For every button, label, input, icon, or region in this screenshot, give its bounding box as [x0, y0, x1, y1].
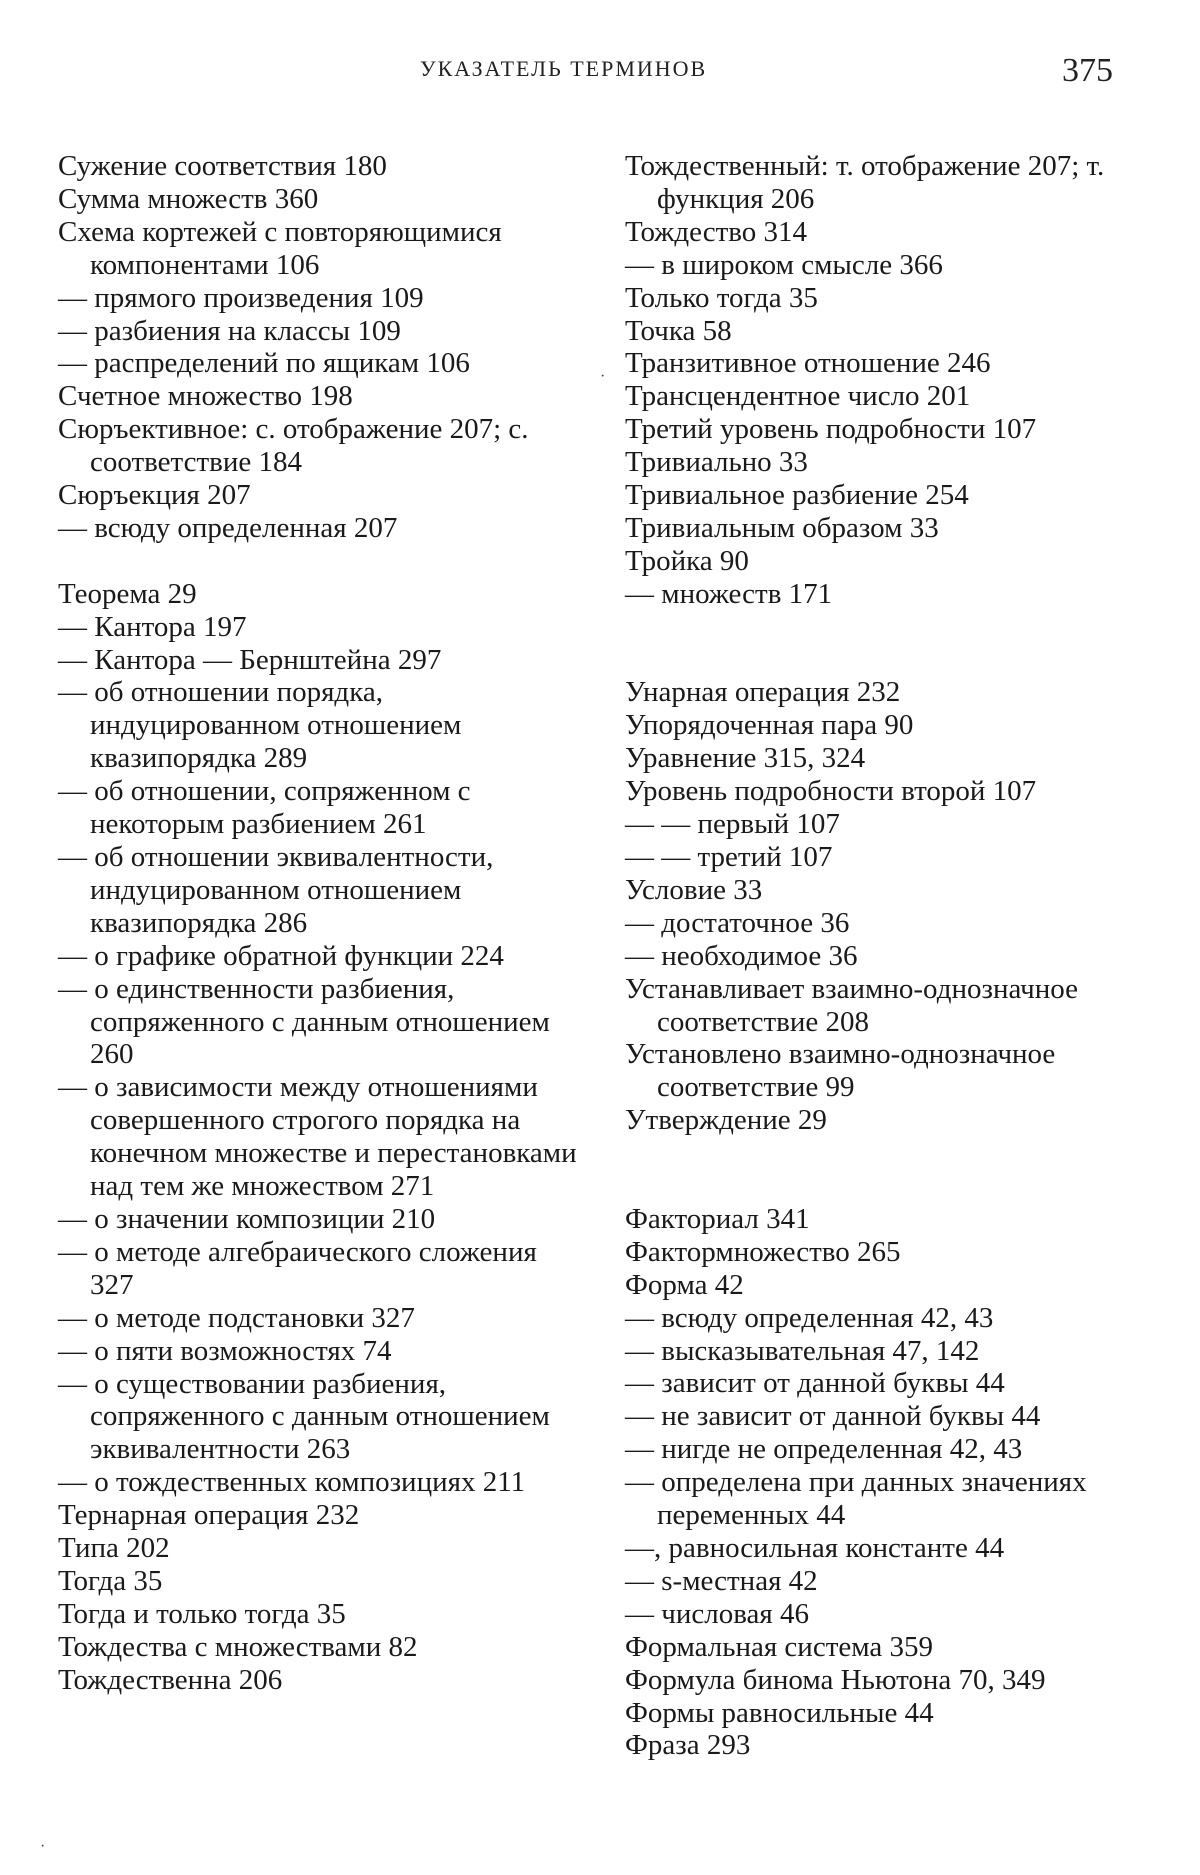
index-entry: — Кантора — Бернштейна 297: [58, 643, 442, 676]
index-entry: Тождественна 206: [58, 1663, 283, 1696]
index-entry: Тогда и только тогда 35: [58, 1597, 346, 1630]
index-entry: — об отношении эквивалентности, индуцированном отношением квазипорядка 286: [58, 841, 494, 939]
index-entry: — об отношении, сопряженном с некоторым разбиением 261: [58, 775, 471, 841]
index-entry: Тождественный: т. отображение 207; т. функция 206: [625, 150, 1105, 215]
index-entry: Сужение соответствия 180: [58, 150, 387, 182]
page-number: 375: [1062, 52, 1113, 89]
index-entry: — в широком смысле 366: [625, 248, 943, 281]
index-entry: — нигде не определенная 42, 43: [625, 1433, 1023, 1466]
section-gap: [58, 545, 580, 578]
index-column-right: [625, 150, 1155, 1762]
index-entry: — достаточное 36: [625, 906, 850, 939]
index-entry: Тогда 35: [58, 1564, 163, 1597]
index-entry: Счетное множество 198: [58, 380, 353, 413]
index-entry: Сюръекция 207: [58, 479, 251, 512]
index-entry: Утверждение 29: [625, 1104, 827, 1137]
index-entry: — определена при данных значениях переменных 44: [625, 1466, 1087, 1532]
index-entry: — необходимое 36: [625, 939, 858, 972]
index-entry: — о пяти возможностях 74: [58, 1334, 392, 1367]
index-entry: Формальная система 359: [625, 1630, 934, 1663]
index-entry: Тривиально 33: [625, 446, 808, 479]
index-entry: Формула бинома Ньютона 70, 349: [625, 1663, 1046, 1696]
section-gap: [625, 1137, 1155, 1170]
section-gap: [625, 644, 1155, 677]
index-entry: Типа 202: [58, 1532, 170, 1565]
index-entry: Тривиальным образом 33: [625, 511, 939, 544]
index-entry: — — третий 107: [625, 841, 833, 873]
index-entry: Тождества с множествами 82: [58, 1630, 418, 1663]
index-entry: Сумма множеств 360: [58, 182, 319, 215]
index-entry: — всюду определенная 42, 43: [625, 1301, 994, 1334]
index-entry: — Кантора 197: [58, 610, 247, 643]
index-entry: Фраза 293: [625, 1729, 751, 1762]
index-entry: — множеств 171: [625, 577, 833, 610]
index-entry: Устанавливает взаимно-однозначное соответствие 208: [625, 972, 1079, 1038]
index-entry: Уровень подробности второй 107: [625, 775, 1037, 808]
index-entry: Тождество 314: [625, 215, 807, 248]
index-entry: — о зависимости между отношениями совершенного строгого порядка на конечном множестве и перестановками над тем же множеством 271: [58, 1071, 577, 1203]
index-entry: Транзитивное отношение 246: [625, 347, 991, 380]
index-entry: Формы равносильные 44: [625, 1696, 934, 1729]
index-entry: Теорема 29: [58, 577, 197, 610]
index-entry: — не зависит от данной буквы 44: [625, 1400, 1041, 1433]
section-gap: [625, 1170, 1155, 1203]
index-entry: — s-местная 42: [625, 1564, 818, 1597]
index-entry: Тернарная операция 232: [58, 1499, 360, 1532]
index-entry: Тривиальное разбиение 254: [625, 479, 969, 512]
index-column-left: [58, 150, 580, 1697]
index-entry: —, равносильная константе 44: [625, 1532, 1005, 1564]
index-entry: — числовая 46: [625, 1597, 809, 1630]
index-entry: Упорядоченная пара 90: [625, 709, 914, 742]
index-entry: Тройка 90: [625, 544, 749, 577]
index-entry: — о существовании разбиения, сопряженного с данным отношением эквивалентности 263: [58, 1367, 550, 1466]
print-speck: ·: [600, 368, 606, 385]
index-entry: Третий уровень подробности 107: [625, 413, 1037, 446]
index-entry: — всюду определенная 207: [58, 511, 398, 544]
index-entry: Уравнение 315, 324: [625, 742, 866, 775]
print-speck: ·: [40, 1838, 46, 1855]
index-entry: — разбиения на классы 109: [58, 314, 401, 347]
index-entry: — о значении композиции 210: [58, 1202, 436, 1235]
index-entry: Условие 33: [625, 873, 763, 906]
index-entry: Унарная операция 232: [625, 676, 901, 709]
index-entry: — о методе подстановки 327: [58, 1301, 415, 1334]
index-entry: — распределений по ящикам 106: [58, 347, 470, 380]
index-entry: — прямого произведения 109: [58, 281, 424, 314]
index-entry: Только тогда 35: [625, 281, 818, 314]
section-gap: [625, 611, 1155, 644]
index-entry: — о методе алгебраического сложения 327: [58, 1235, 537, 1301]
index-entry: — зависит от данной буквы 44: [625, 1367, 1005, 1400]
index-entry: Трансцендентное число 201: [625, 380, 971, 413]
index-entry: Фактормножество 265: [625, 1235, 901, 1268]
index-entry: Форма 42: [625, 1268, 744, 1301]
index-entry: — высказывательная 47, 142: [625, 1334, 980, 1367]
index-entry: — о графике обратной функции 224: [58, 939, 504, 972]
index-entry: — о единственности разбиения, сопряженного с данным отношением 260: [58, 972, 550, 1071]
index-entry: Сюръективное: с. отображение 207; с. соответствие 184: [58, 413, 529, 479]
index-entry: — — первый 107: [625, 808, 840, 841]
index-entry: Установлено взаимно-однозначное соответствие 99: [625, 1038, 1056, 1104]
running-title: УКАЗАТЕЛЬ ТЕРМИНОВ: [420, 56, 708, 81]
index-entry: Факториал 341: [625, 1202, 810, 1235]
index-entry: — об отношении порядка, индуцированном отношением квазипорядка 289: [58, 676, 462, 775]
index-entry: Схема кортежей с повторяющимися компонентами 106: [58, 215, 502, 281]
index-entry: — о тождественных композициях 211: [58, 1466, 526, 1499]
index-entry: Точка 58: [625, 314, 732, 347]
